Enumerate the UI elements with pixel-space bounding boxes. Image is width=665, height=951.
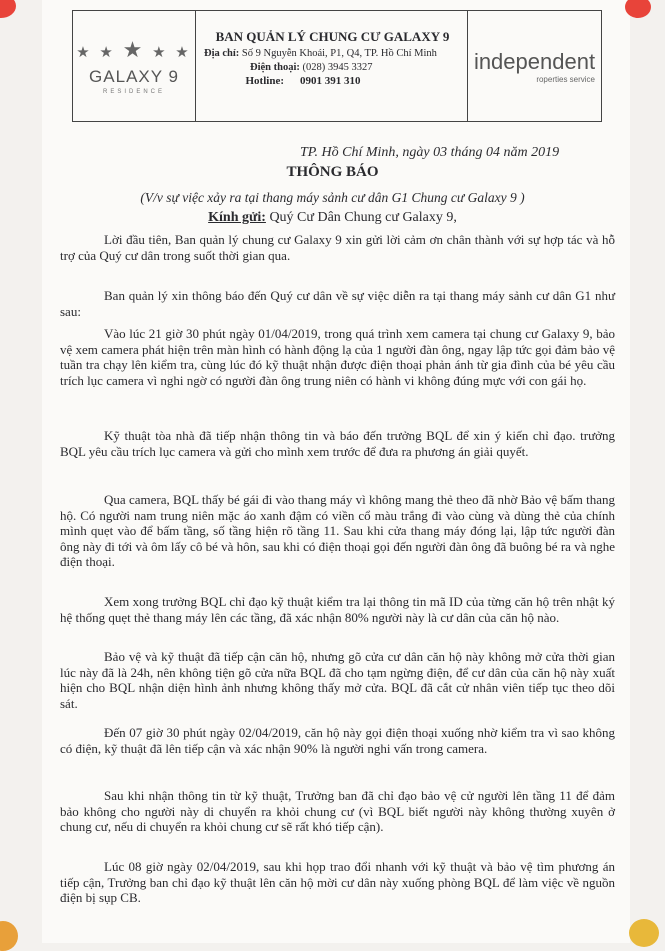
hotline-label: Hotline: bbox=[245, 75, 284, 87]
orange-sticker bbox=[0, 921, 18, 951]
greeting-recipient: Quý Cư Dân Chung cư Galaxy 9, bbox=[265, 210, 457, 225]
phone-line bbox=[204, 61, 461, 75]
paragraph: Kỹ thuật tòa nhà đã tiếp nhận thông tin và báo đến trưởng BQL để xin ý kiến chỉ đạo. trưởng BQL yêu cầu trích lục camera và gửi cho mình xem trước để đưa ra phương án giải quyết. bbox=[60, 428, 615, 459]
address-label: Địa chỉ: bbox=[204, 48, 240, 59]
document-date: TP. Hồ Chí Minh, ngày 03 tháng 04 năm 2019 bbox=[300, 145, 560, 160]
galaxy9-logo bbox=[73, 11, 196, 121]
document-subject: (V/v sự việc xảy ra tại thang máy sảnh cư dân G1 Chung cư Galaxy 9 ) bbox=[140, 190, 525, 205]
paragraph: Lúc 08 giờ ngày 02/04/2019, sau khi họp trao đổi nhanh với kỹ thuật và bảo vệ tìm phương án tiếp cận, Trưởng ban chỉ đạo kỹ thuật lên căn hộ mời cư dân này xuống phòng BQL để làm việc về nguồn điện bị sụp CB. bbox=[60, 859, 615, 905]
org-title: BAN QUẢN LÝ CHUNG CƯ GALAXY 9 bbox=[215, 29, 450, 44]
phone-label: Điện thoại: bbox=[250, 62, 300, 73]
paragraph: Sau khi nhận thông tin từ kỹ thuật, Trưởng ban đã chỉ đạo bảo vệ cử người lên tầng 11 để đảm bảo không cho người này di chuyển ra khỏi chung cư (vì BQL biết người này không thường xuyên ở chung cư, nếu di chuyển ra khỏi chung cư sẽ rất khó tiếp cận). bbox=[60, 788, 615, 834]
paragraph: Vào lúc 21 giờ 30 phút ngày 01/04/2019, trong quá trình xem camera tại chung cư Galaxy 9, bảo vệ xem camera phát hiện trên màn hình có hành động lạ của 1 người đàn ông, ngay lập tức gọi đảm bảo vệ tuần tra chạy lên kiểm tra, cùng lúc đó kỹ thuật nhận được điện thoại phản ánh từ gia đình của bé yêu cầu trích lục camera vì nghi ngờ có người đàn ông trung niên có hành vi không đúng mực với con gái họ. bbox=[60, 326, 615, 388]
greeting-label: Kính gửi: bbox=[208, 210, 266, 225]
paragraph: Qua camera, BQL thấy bé gái đi vào thang máy vì không mang thẻ theo đã nhờ Bảo vệ bấm thang hộ. Có người nam trung niên mặc áo xanh đậm có viền cổ màu trắng đi vào cùng và dùng thẻ của chính mình quẹt vào để bấm tầng, số tầng hiện rõ tầng 11. Sau khi cửa thang máy đóng lại, lập tức người đàn ông này đi tới và ôm lấy cô bé và hôn, sau khi có điện thoại gọi đến người đàn ông đã buông bé ra và nghe điện thoại. bbox=[60, 492, 615, 569]
independent-logo bbox=[468, 11, 601, 121]
phone-value: (028) 3945 3327 bbox=[302, 62, 373, 73]
address-line bbox=[204, 47, 461, 61]
letterhead bbox=[72, 10, 602, 122]
hotline-value: 0901 391 310 bbox=[300, 75, 361, 87]
stars-icon: ★ ★ ★ ★ ★ bbox=[76, 37, 192, 62]
document-title: THÔNG BÁO bbox=[286, 164, 379, 180]
paragraph: Ban quản lý xin thông báo đến Quý cư dân về sự việc diễn ra tại thang máy sảnh cư dân G1 như sau: bbox=[60, 288, 615, 319]
brand-name: independent bbox=[473, 48, 596, 74]
org-info bbox=[196, 11, 468, 121]
brand-sub: roperties service bbox=[536, 74, 595, 84]
address-value: Số 9 Nguyễn Khoái, P1, Q4, TP. Hồ Chí Minh bbox=[241, 48, 437, 59]
logo-sub: RESIDENCE bbox=[102, 89, 165, 95]
red-sticker bbox=[625, 0, 651, 18]
greeting bbox=[0, 210, 665, 226]
red-sticker bbox=[0, 0, 16, 18]
paragraph: Đến 07 giờ 30 phút ngày 02/04/2019, căn hộ này gọi điện thoại xuống nhờ kiểm tra vì sao không có điện, kỹ thuật đã lên tiếp cận và xác nhận 90% là người nghi vấn trong camera. bbox=[60, 725, 615, 756]
hotline-line bbox=[204, 75, 461, 87]
paragraph: Xem xong trưởng BQL chỉ đạo kỹ thuật kiểm tra lại thông tin mã ID của từng căn hộ trên nhật ký hệ thống quẹt thẻ thang máy lên các tầng, đã xác nhận 80% người này là cư dân của căn hộ nào. bbox=[60, 594, 615, 625]
logo-name: GALAXY 9 bbox=[89, 67, 179, 86]
paragraph: Bảo vệ và kỹ thuật đã tiếp cận căn hộ, nhưng gõ cửa cư dân căn hộ này không mở cửa thời gian lúc này đã là 24h, nên không tiện gõ cửa nữa BQL đã cho tạm ngừng điện, để cư dân của căn hộ này xuất hiện cho BQL nhận diện hình ảnh nhưng không thấy mở cửa. BQL đã cắt cử nhân viên tiếp tục theo dõi sát. bbox=[60, 649, 615, 711]
paragraph: Lời đầu tiên, Ban quản lý chung cư Galaxy 9 xin gửi lời cảm ơn chân thành với sự hợp tác và hỗ trợ của Quý cư dân trong suốt thời gian qua. bbox=[60, 232, 615, 263]
